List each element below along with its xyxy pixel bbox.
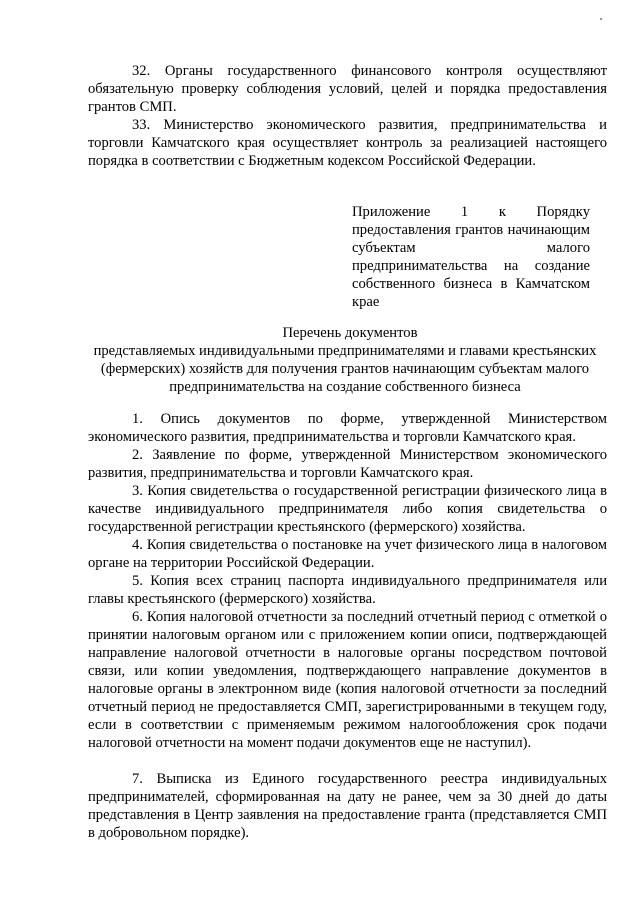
list-item-6: 6. Копия налоговой отчетности за последний отчетный период с отметкой о принятии налоговым органом или с приложением копии описи, подтверждающей направление налоговой отчетности в налоговые органы посредством почтовой связи, или копии уведомления, подтверждающего направление документов в налоговые органы в электронном виде (копия налоговой отчетности за последний отчетный период не предоставляется СМП, зарегистрированными в текущем году, если в соответствии с применяемым режимом налогообложения срок подачи налоговой отчетности на момент подачи документов еще не наступил). <box>88 609 607 751</box>
document-subtitle: представляемых индивидуальными предпринимателями и главами крестьянских (фермерских) хозяйств для получения грантов начинающим субъектам малого предпринимательства на создание собственного бизнеса <box>93 343 597 395</box>
list-item-3: 3. Копия свидетельства о государственной регистрации физического лица в качестве индивидуального предпринимателя либо копия свидетельства о государственной регистрации крестьянского (фермерского) хозяйства. <box>88 483 607 535</box>
scan-speck <box>600 18 602 20</box>
appendix-header: Приложение 1 к Порядку предоставления грантов начинающим субъектам малого предпринимательства на создание собственного бизнеса в Камчатском крае <box>352 204 590 310</box>
list-item-7: 7. Выписка из Единого государственного реестра индивидуальных предпринимателей, сформированная на дату не ранее, чем за 30 дней до даты представления в Центр заявления на предоставление гранта (представляется СМП в добровольном порядке). <box>88 771 607 841</box>
document-title: Перечень документов <box>282 325 418 341</box>
paragraph-33: 33. Министерство экономического развития, предпринимательства и торговли Камчатского края осуществляет контроль за реализацией настоящего порядка в соответствии с Бюджетным кодексом Российской Федерации. <box>88 117 607 169</box>
list-item-4: 4. Копия свидетельства о постановке на учет физического лица в налоговом органе на территории Российской Федерации. <box>88 537 607 571</box>
paragraph-32: 32. Органы государственного финансового контроля осуществляют обязательную проверку соблюдения условий, целей и порядка предоставления грантов СМП. <box>88 63 607 115</box>
list-item-1: 1. Опись документов по форме, утвержденной Министерством экономического развития, предпринимательства и торговли Камчатского края. <box>88 411 607 445</box>
list-item-2: 2. Заявление по форме, утвержденной Министерством экономического развития, предпринимательства и торговли Камчатского края. <box>88 447 607 481</box>
list-item-5: 5. Копия всех страниц паспорта индивидуального предпринимателя или главы крестьянского (фермерского) хозяйства. <box>88 573 607 607</box>
